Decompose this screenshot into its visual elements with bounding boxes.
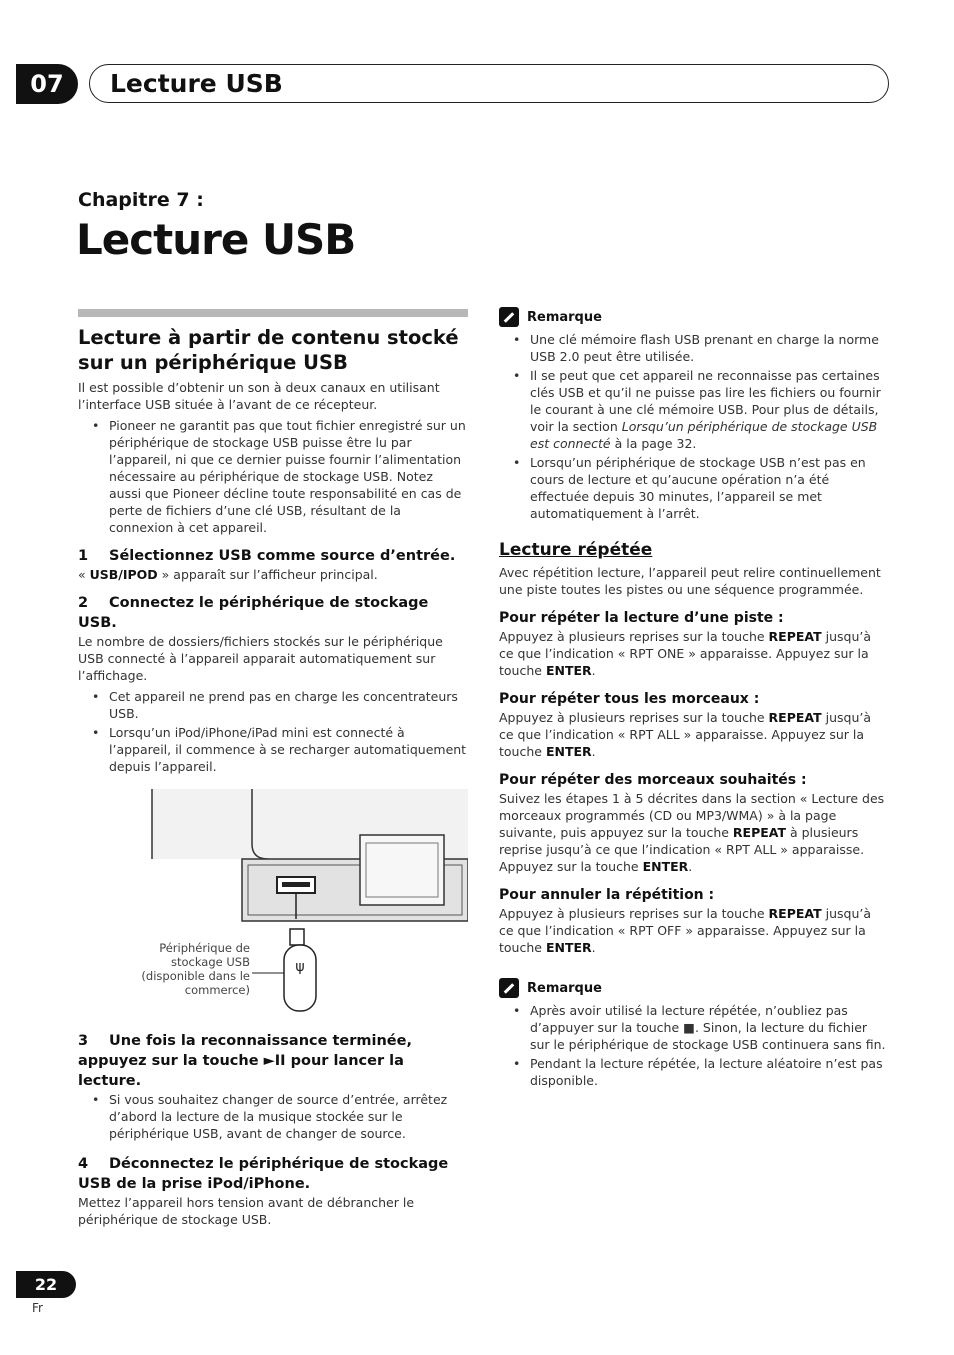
section-title: Lecture à partir de contenu stocké sur un périphérique USB bbox=[78, 326, 459, 374]
sub-heading-cancel-repeat: Pour annuler la répétition : bbox=[499, 887, 715, 903]
list-item: • Pioneer ne garantit pas que tout fichier enregistré sur un périphérique de stockage USB puisse être lu par l’appareil, ni que ce dernier puisse fournir l’alimentation nécessaire au périphérique de stockage USB. Notez aussi que Pioneer décline toute responsabilité en cas de perte de fichiers d’une clé USB, résultant de la connexion à cet appareil. bbox=[109, 417, 468, 536]
step-2-desc: Le nombre de dossiers/fichiers stockés sur le périphérique USB connecté à l’appareil apparait automatiquement sur l’affichage. bbox=[78, 634, 443, 683]
list-item: • Si vous souhaitez changer de source d’entrée, arrêtez d’abord la lecture de la musique stockée sur le périphérique USB, avant de changer de source. bbox=[109, 1091, 468, 1142]
usb-connection-illustration bbox=[78, 789, 468, 1021]
note-list-2 bbox=[499, 1002, 889, 1089]
step-3: 3 Une fois la reconnaissance terminée, appuyez sur la touche ►II pour lancer la lecture. bbox=[78, 1033, 412, 1089]
sub-heading-repeat-all: Pour répéter tous les morceaux : bbox=[499, 691, 760, 707]
list-item: • Après avoir utilisé la lecture répétée, n’oubliez pas d’appuyer sur la touche ■. Sinon, la lecture du fichier sur le périphérique de stockage USB continuera sans fin. bbox=[530, 1002, 889, 1053]
list-item: • Lorsqu’un périphérique de stockage USB n’est pas en cours de lecture et qu’aucune opération n’a été effectuée depuis 30 minutes, l’appareil se met automatiquement à l’arrêt. bbox=[530, 454, 889, 522]
step-1: 1 Sélectionnez USB comme source d’entrée. bbox=[78, 548, 456, 564]
sub-text-repeat-all: Appuyez à plusieurs reprises sur la touche REPEAT jusqu’à ce que l’indication « RPT ALL » apparaisse. Appuyez sur la touche ENTER. bbox=[499, 710, 872, 759]
sub-text-repeat-one: Appuyez à plusieurs reprises sur la touche REPEAT jusqu’à ce que l’indication « RPT ONE » apparaisse. Appuyez sur la touche ENTER. bbox=[499, 629, 872, 678]
step-4: 4 Déconnectez le périphérique de stockage USB de la prise iPod/iPhone. bbox=[78, 1156, 449, 1192]
intro-text: Il est possible d’obtenir un son à deux canaux en utilisant l’interface USB située à l’avant de ce récepteur. bbox=[78, 380, 440, 412]
chapter-label: Chapitre 7 : bbox=[78, 189, 204, 211]
svg-text:ψ: ψ bbox=[295, 959, 305, 975]
sub-text-repeat-selected: Suivez les étapes 1 à 5 décrites dans la section « Lecture des morceaux programmés (CD ou MP3/WMA) » à la page suivante, puis appuyez sur la touche REPEAT à plusieurs reprise jusqu’à ce que l’indication « RPT ALL » apparaisse. Appuyez sur la touche ENTER. bbox=[499, 791, 885, 874]
chapter-title: Lecture USB bbox=[76, 215, 356, 264]
list-item: • Il se peut que cet appareil ne reconnaisse pas certaines clés USB et qu’il ne puisse pas lire les fichiers ou fournir le courant à une clé mémoire USB. Pour plus de détails, voir la section Lorsqu’un périphérique de stockage USB est connecté à la page 32. bbox=[530, 367, 889, 452]
page-language: Fr bbox=[32, 1301, 43, 1315]
list-item: • Lorsqu’un iPod/iPhone/iPad mini est connecté à l’appareil, il commence à se recharger automatiquement depuis l’appareil. bbox=[109, 724, 468, 775]
note-header-1: Remarque bbox=[499, 307, 889, 327]
bullet-list-3 bbox=[78, 1091, 468, 1142]
left-column bbox=[78, 309, 468, 1228]
step-2: 2 Connectez le périphérique de stockage USB. bbox=[78, 595, 429, 631]
repeat-section-title: Lecture répétée bbox=[499, 540, 653, 560]
header-title: Lecture USB bbox=[110, 69, 283, 98]
repeat-intro: Avec répétition lecture, l’appareil peut relire continuellement une piste toutes les pistes ou une séquence programmée. bbox=[499, 565, 881, 597]
step-1-desc: « USB/IPOD » apparaît sur l’afficheur principal. bbox=[78, 567, 378, 582]
page-number: 22 bbox=[16, 1271, 76, 1298]
sub-heading-repeat-selected: Pour répéter des morceaux souhaités : bbox=[499, 772, 807, 788]
sub-text-cancel-repeat: Appuyez à plusieurs reprises sur la touche REPEAT jusqu’à ce que l’indication « RPT OFF » apparaisse. Appuyez sur la touche ENTER. bbox=[499, 906, 872, 955]
bullet-list-2 bbox=[78, 688, 468, 775]
chapter-number-tab: 07 bbox=[16, 64, 78, 104]
list-item: • Une clé mémoire flash USB prenant en charge la norme USB 2.0 peut être utilisée. bbox=[530, 331, 889, 365]
list-item: • Cet appareil ne prend pas en charge les concentrateurs USB. bbox=[109, 688, 468, 722]
note-list-1 bbox=[499, 331, 889, 522]
pencil-icon bbox=[499, 307, 519, 327]
note-header-2: Remarque bbox=[499, 978, 889, 998]
sub-heading-repeat-one: Pour répéter la lecture d’une piste : bbox=[499, 610, 784, 626]
header-title-box bbox=[89, 64, 889, 103]
pencil-icon bbox=[499, 978, 519, 998]
bullet-list-1 bbox=[78, 417, 468, 536]
section-bar bbox=[78, 309, 468, 317]
list-item: • Pendant la lecture répétée, la lecture aléatoire n’est pas disponible. bbox=[530, 1055, 889, 1089]
usb-device-caption: Périphérique de stockage USB (disponible dans le commerce) bbox=[141, 941, 250, 997]
step-4-desc: Mettez l’appareil hors tension avant de débrancher le périphérique de stockage USB. bbox=[78, 1195, 415, 1227]
right-column bbox=[499, 307, 889, 1091]
